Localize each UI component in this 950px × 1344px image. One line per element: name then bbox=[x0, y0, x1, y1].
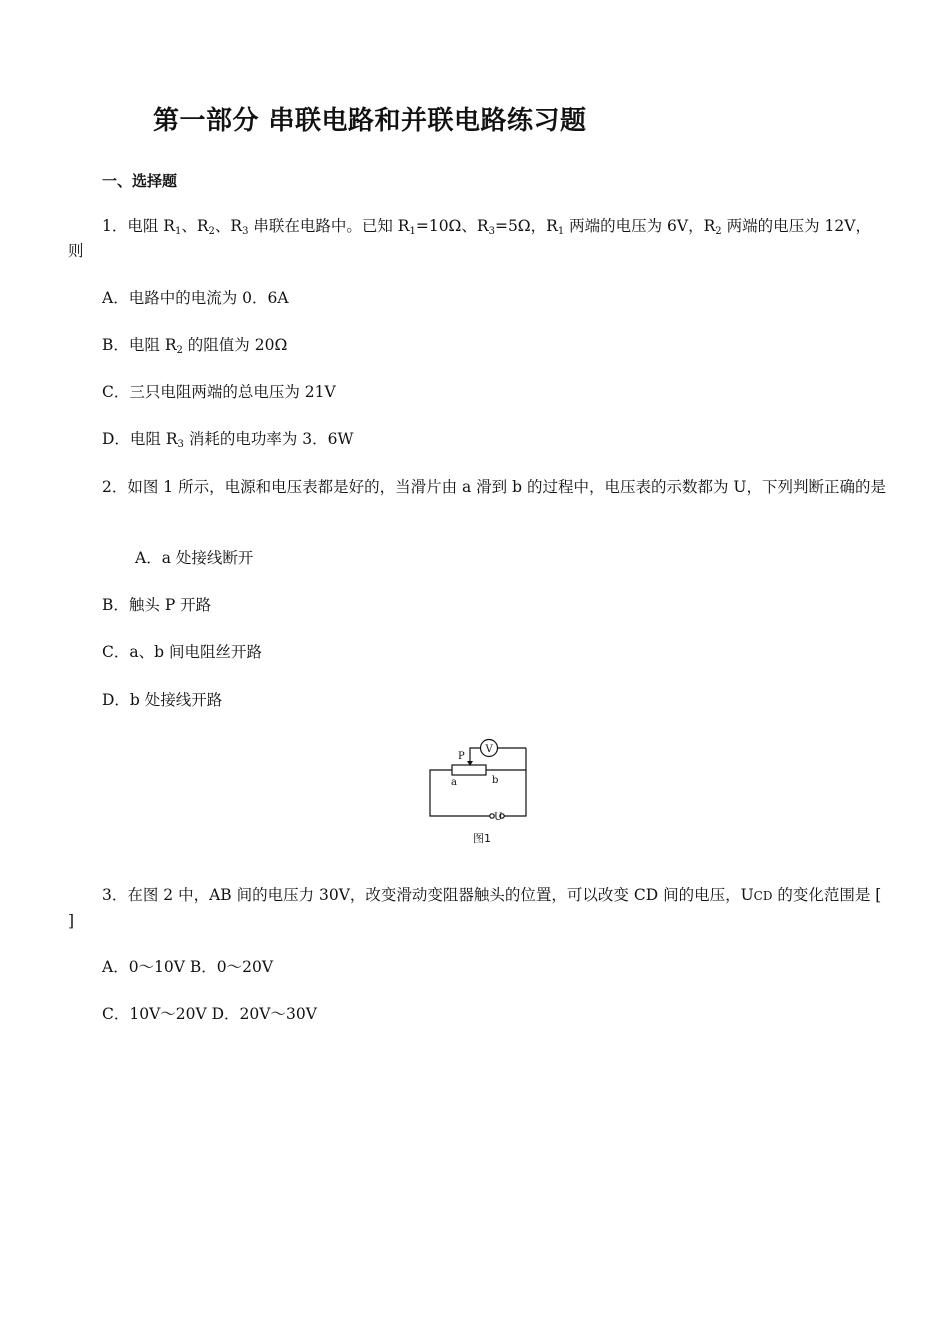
rheostat-resistor bbox=[452, 765, 486, 775]
label-u: U bbox=[494, 812, 503, 823]
figure-caption: 图1 bbox=[473, 832, 491, 845]
question-1-option-a: A．电路中的电流为 0．6A bbox=[102, 289, 289, 307]
section-heading: 一、选择题 bbox=[102, 172, 178, 190]
label-v: V bbox=[485, 744, 493, 755]
label-a: a bbox=[451, 777, 457, 788]
question-1-stem: 1．电阻 $R_1$、$R_2$、$R_3$ 串联在电路中。已知 $R_1=10\Omega$、$R_3=5\Omega$，$R_1$ 两端的电压为 6V，$R_2$ 两端的电压为 12V，则 bbox=[68, 217, 871, 260]
question-2-option-d: D．b 处接线开路 bbox=[102, 691, 223, 709]
question-1-option-c: C．三只电阻两端的总电压为 21V bbox=[102, 383, 336, 401]
circuit-diagram-figure-1 bbox=[428, 738, 532, 850]
question-3-stem: 3．在图 2 中，AB 间的电压力 30V，改变滑动变阻器触头的位置，可以改变 CD 间的电压，UCD 的变化范围是 [ ] bbox=[68, 886, 882, 930]
question-2-option-a: A．a 处接线断开 bbox=[135, 549, 254, 567]
circuit-wire-left bbox=[430, 770, 490, 816]
voltmeter-wire bbox=[470, 748, 480, 767]
page-title: 第一部分 串联电路和并联电路练习题 bbox=[153, 106, 587, 136]
question-2-option-b: B．触头 P 开路 bbox=[102, 596, 212, 614]
question-2-stem: 2．如图 1 所示，电源和电压表都是好的，当滑片由 a 滑到 b 的过程中，电压表的示数都为 U，下列判断正确的是 bbox=[102, 478, 886, 496]
label-p: P bbox=[458, 751, 465, 762]
question-2-option-c: C．a、b 间电阻丝开路 bbox=[102, 643, 262, 661]
question-3-options-cd: C．10V～20V D．20V～30V bbox=[102, 1005, 317, 1023]
question-1-option-b: B．电阻 $R_2$ 的阻值为 20Ω bbox=[102, 336, 288, 356]
question-1-option-d: D．电阻 $R_3$ 消耗的电功率为 3．6W bbox=[102, 430, 354, 450]
question-3-options-ab: A．0～10V B．0～20V bbox=[102, 958, 274, 976]
label-b: b bbox=[492, 775, 499, 786]
